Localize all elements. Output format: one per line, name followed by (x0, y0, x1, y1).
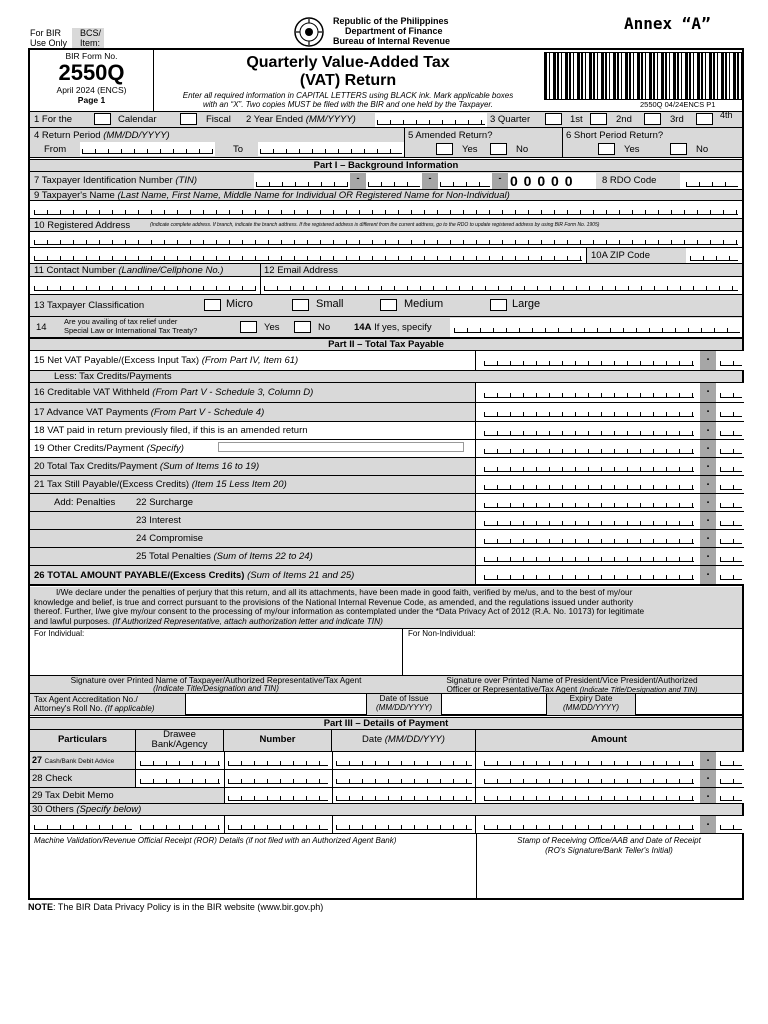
line-24 (30, 530, 742, 548)
year-ended-input[interactable] (375, 113, 487, 127)
line-15 (30, 351, 742, 371)
relief-yes-label: Yes (264, 322, 280, 333)
line-24-label: 24 Compromise (136, 533, 204, 544)
amount-header: Amount (591, 734, 627, 745)
line-22-amount[interactable]: . (475, 494, 744, 511)
line-17 (30, 403, 742, 422)
quarter-2nd-label: 2nd (616, 114, 632, 125)
for-bir-label: For BIR (30, 28, 62, 38)
zip-code-input[interactable] (690, 252, 738, 261)
micro-label: Micro (226, 298, 253, 310)
non-individual-signature-field[interactable] (406, 637, 740, 675)
payment-28-label: 28 Check (30, 770, 136, 787)
declaration-line1: I/We declare under the penalties of perjury that this return, and all its attachments, have been made in good faith, verified by me/us, and to the best of my/our (56, 587, 633, 597)
form-date: April 2024 (ENCS) (56, 85, 127, 95)
tin-branch-code[interactable]: 0 0 0 0 0 (508, 173, 596, 189)
bir-use-box (28, 28, 188, 48)
to-label: To (233, 144, 244, 155)
agent-row (30, 694, 742, 716)
bcs-label: BCS/ (80, 28, 102, 38)
number-header: Number (224, 730, 332, 751)
line-26-amount[interactable]: . (475, 566, 744, 584)
calendar-checkbox[interactable] (94, 113, 111, 125)
registered-address-hint: (Indicate complete address. If branch, indicate the branch address. If the registered address is different from the current address, go to the RDO to update registered address by using BIR Form No. 1905) (150, 222, 600, 228)
row-contact-input (30, 277, 742, 295)
amended-no-label: No (516, 144, 529, 155)
line-20-label: 20 Total Tax Credits/Payment (Sum of Items 16 to 19) (34, 461, 260, 472)
form-barcode (544, 52, 742, 100)
amended-no-checkbox[interactable] (490, 143, 507, 155)
line-17-amount[interactable]: . (475, 403, 744, 421)
amended-yes-checkbox[interactable] (436, 143, 453, 155)
from-label: From (44, 144, 67, 155)
row-name-label (30, 190, 742, 201)
payment-28-bank[interactable] (140, 775, 220, 784)
relief-yes-checkbox[interactable] (240, 321, 257, 333)
declaration-line3: thereof. Further, I/we give my/our consent to the processing of my/our information as contemplated under the *Data Privacy Act of 2012 (R.A. No. 10173) for legitimate (34, 606, 645, 617)
line-less (30, 371, 742, 383)
line-15-label: 15 Net VAT Payable/(Excess Input Tax) (From Part IV, Item 61) (34, 355, 299, 366)
line-23 (30, 512, 742, 530)
quarter-1st-checkbox[interactable] (545, 113, 562, 125)
quarter-label: 3 Quarter (490, 114, 531, 125)
contact-number-input[interactable] (34, 282, 256, 291)
line-20 (30, 458, 742, 476)
date-of-issue-label: Date of Issue (MM/DD/YYYY) (366, 694, 442, 715)
payment-27-number[interactable] (228, 757, 328, 766)
short-yes-label: Yes (624, 144, 640, 155)
date-header: Date (MM/DD/YYY) (332, 730, 476, 751)
barcode-code: 2550Q 04/24ENCS P1 (640, 100, 716, 109)
payment-row-27 (30, 752, 742, 770)
quarter-4th-label: 4th (720, 110, 733, 120)
payment-30-date[interactable] (336, 821, 472, 830)
payment-row-30-label (30, 804, 742, 816)
form-2550q (28, 48, 744, 900)
taxpayer-name-input[interactable] (30, 201, 742, 219)
line-25-amount[interactable]: . (475, 548, 744, 565)
quarter-1st-label: 1st (570, 114, 583, 125)
form-title-line1: Quarterly Value-Added Tax (246, 54, 450, 71)
payment-29-date[interactable] (336, 792, 472, 801)
agent-accreditation-input[interactable] (186, 694, 366, 715)
line-23-label: 23 Interest (136, 515, 181, 526)
line-21 (30, 476, 742, 494)
line-25 (30, 548, 742, 566)
line-15-amount[interactable]: . (475, 351, 744, 370)
tin-part1-input[interactable] (254, 173, 350, 189)
line-21-amount[interactable]: . (475, 476, 744, 493)
line-19-amount[interactable]: . (475, 440, 744, 457)
individual-signature-field[interactable] (34, 637, 398, 675)
line-19-label: 19 Other Credits/Payment (Specify) (34, 443, 184, 454)
particulars-header: Particulars (30, 730, 136, 751)
line-24-amount[interactable]: . (475, 530, 744, 547)
large-checkbox[interactable] (490, 299, 507, 311)
payment-29-number[interactable] (228, 792, 328, 801)
period-from-input[interactable] (80, 142, 215, 156)
period-to-input[interactable] (258, 142, 404, 156)
payment-column-headers (30, 730, 742, 752)
for-non-individual-label: For Non-Individual: (408, 629, 476, 638)
rdo-code-input[interactable] (680, 173, 742, 189)
year-ended-label: 2 Year Ended (MM/YYYY) (246, 114, 356, 125)
tax-relief-line1: Are you availing of tax relief under (64, 317, 178, 326)
footer-note: NOTE: The BIR Data Privacy Policy is in the BIR website (www.bir.gov.ph) (28, 902, 324, 912)
registered-address-input-1[interactable] (30, 232, 742, 248)
small-checkbox[interactable] (292, 299, 309, 311)
line-20-amount[interactable]: . (475, 458, 744, 475)
payment-30-label: 30 Others (Specify below) (32, 804, 142, 815)
non-individual-signature-caption: Signature over Printed Name of President/Vice President/Authorized Officer or Representative/Tax Agent (Indicate Title/Designation and TIN) (446, 675, 698, 694)
line-23-amount[interactable]: . (475, 512, 744, 529)
line-16 (30, 383, 742, 403)
quarter-2nd-checkbox[interactable] (590, 113, 607, 125)
line-25-label: 25 Total Penalties (Sum of Items 22 to 24) (136, 551, 313, 562)
payment-row-28 (30, 770, 742, 788)
row-contact-label (30, 264, 742, 277)
payment-row-29 (30, 788, 742, 804)
tin-part2-input[interactable] (366, 173, 422, 189)
for-individual-label: For Individual: (34, 629, 85, 638)
rdo-code-label: 8 RDO Code (602, 175, 657, 186)
part2-header: Part II – Total Tax Payable (30, 338, 742, 351)
payment-27-label: 27 Cash/Bank Debit Advice (30, 752, 136, 769)
classification-label: 13 Taxpayer Classification (34, 300, 145, 311)
payment-28-number[interactable] (228, 775, 328, 784)
drawee-bank-header: Drawee Bank/Agency (136, 730, 224, 751)
payment-30-amount[interactable]: . (475, 816, 744, 833)
item-label: Item: (80, 38, 101, 48)
relief-no-label: No (318, 322, 331, 333)
individual-signature-caption: Signature over Printed Name of Taxpayer/Authorized Representative/Tax Agent (Indicate Title/Designation and TIN) (70, 675, 362, 693)
payment-27-bank[interactable] (140, 757, 220, 766)
line-26 (30, 566, 742, 586)
calendar-label: Calendar (118, 114, 157, 125)
quarter-3rd-checkbox[interactable] (644, 113, 661, 125)
quarter-4th-checkbox[interactable] (696, 113, 713, 125)
agent-accreditation-label: Tax Agent Accreditation No./ Attorney's Roll No. (If applicable) (30, 694, 186, 715)
line-18-label: 18 VAT paid in return previously filed, if this is an amended return (34, 425, 308, 436)
signature-caption-row (30, 676, 742, 694)
line-18 (30, 422, 742, 440)
email-address-input[interactable] (264, 282, 738, 291)
short-yes-checkbox[interactable] (598, 143, 615, 155)
payment-30-number[interactable] (228, 821, 328, 830)
row-tax-relief (30, 317, 742, 338)
declaration-line4: and lawful purposes. (If Authorized Representative, attach authorization letter and indicate TIN) (34, 615, 383, 626)
line-19 (30, 440, 742, 458)
micro-checkbox[interactable] (204, 299, 221, 311)
amended-yes-label: Yes (462, 144, 478, 155)
email-address-label: 12 Email Address (264, 265, 338, 276)
republic-text: Republic of the Philippines (333, 16, 449, 26)
title-block (30, 50, 742, 112)
machine-validation-label: Machine Validation/Revenue Official Receipt (ROR) Details (if not filed with an Authorized Agent Bank) (34, 836, 397, 845)
registered-address-input-2[interactable] (30, 248, 742, 264)
payment-row-30 (30, 816, 742, 834)
medium-checkbox[interactable] (380, 299, 397, 311)
bir-seal (291, 17, 327, 47)
for-the-label: 1 For the (34, 114, 73, 125)
tin-part3-input[interactable] (438, 173, 492, 189)
amended-return-label: 5 Amended Return? (408, 130, 493, 141)
payment-27-amount[interactable]: . (475, 752, 744, 769)
annex-label: Annex “A” (624, 14, 711, 33)
payment-30-particulars[interactable] (34, 821, 132, 830)
return-period-label: 4 Return Period (MM/DD/YYYY) (34, 130, 170, 141)
expiry-date-label: Expiry Date (MM/DD/YYYY) (546, 694, 636, 715)
row-items-1-3 (30, 112, 742, 128)
short-no-checkbox[interactable] (670, 143, 687, 155)
short-no-label: No (696, 144, 709, 155)
line-22 (30, 494, 742, 512)
payment-29-amount[interactable]: . (475, 788, 744, 803)
line-22-label: 22 Surcharge (136, 497, 194, 508)
part1-header: Part I – Background Information (30, 159, 742, 172)
registered-address-label: 10 Registered Address (34, 220, 131, 231)
expiry-date-input[interactable] (636, 694, 742, 715)
row-address-label (30, 219, 742, 232)
less-credits-label: Less: Tax Credits/Payments (54, 371, 172, 382)
instructions-line2: with an “X”. Two copies MUST be filed with the BIR and one held by the Taxpayer. (202, 100, 494, 109)
fiscal-checkbox[interactable] (180, 113, 197, 125)
row-classification (30, 295, 742, 317)
line-21-label: 21 Tax Still Payable/(Excess Credits) (Item 15 Less Item 20) (34, 479, 287, 490)
small-label: Small (316, 298, 344, 310)
relief-no-checkbox[interactable] (294, 321, 311, 333)
page-number: Page 1 (77, 95, 106, 105)
payment-30-bank[interactable] (140, 821, 220, 830)
line-19-specify-input[interactable] (218, 442, 464, 452)
taxpayer-name-label: 9 Taxpayer's Name (Last Name, First Name, Middle Name for Individual OR Registered Name for Non-Individual) (34, 190, 510, 201)
payment-29-label: 29 Tax Debit Memo (30, 788, 224, 803)
form-title-line2: (VAT) Return (299, 72, 397, 89)
use-only-label: Use Only (30, 38, 68, 48)
payment-28-date[interactable] (336, 775, 472, 784)
row-tin: 7 Taxpayer Identification Number (TIN) - - - 0 0 0 0 0 8 RDO Code (30, 172, 742, 190)
zip-code-label: 10A ZIP Code (586, 248, 686, 263)
line-16-label: 16 Creditable VAT Withheld (From Part V - Schedule 3, Column D) (34, 387, 314, 398)
large-label: Large (512, 298, 541, 310)
bureau-text: Bureau of Internal Revenue (333, 36, 451, 46)
tax-relief-line2: Special Law or International Tax Treaty? (64, 326, 198, 335)
tin-label: 7 Taxpayer Identification Number (TIN) (34, 175, 197, 186)
department-text: Department of Finance (345, 26, 443, 36)
add-penalties-label: Add: Penalties (54, 497, 116, 508)
instructions-line1: Enter all required information in CAPITAL LETTERS using BLACK ink. Mark applicable boxes (182, 91, 514, 100)
form-number-label: BIR Form No. (65, 51, 118, 61)
declaration-text (30, 587, 742, 629)
line-18-amount[interactable]: . (475, 422, 744, 439)
relief-specify-label: 14A If yes, specify (354, 322, 432, 333)
relief-specify-input[interactable] (450, 318, 742, 337)
agency-block (333, 16, 450, 46)
medium-label: Medium (404, 298, 444, 310)
contact-number-label: 11 Contact Number (Landline/Cellphone No.) (34, 265, 224, 276)
row-items-4-6 (30, 128, 742, 158)
line-26-label: 26 TOTAL AMOUNT PAYABLE/(Excess Credits) (Sum of Items 21 and 25) (34, 570, 355, 581)
validation-area (30, 834, 742, 898)
declaration-line2: knowledge and belief, is true and correct pursuant to the provisions of the National Internal Revenue Code, as amended, and the regulations issued under authority (34, 596, 634, 607)
date-of-issue-input[interactable] (442, 694, 546, 715)
form-number: 2550Q (58, 60, 125, 85)
tax-relief-number: 14 (36, 322, 47, 333)
signature-area (30, 629, 742, 676)
quarter-3rd-label: 3rd (670, 114, 684, 125)
payment-27-date[interactable] (336, 757, 472, 766)
fiscal-label: Fiscal (206, 114, 231, 125)
part3-header: Part III – Details of Payment (30, 717, 742, 730)
payment-28-amount[interactable]: . (475, 770, 744, 787)
receiving-stamp-label: Stamp of Receiving Office/AAB and Date of Receipt (RO's Signature/Bank Teller's Initial) (517, 836, 701, 855)
short-period-label: 6 Short Period Return? (566, 130, 664, 141)
line-16-amount[interactable]: . (475, 383, 744, 402)
line-17-label: 17 Advance VAT Payments (From Part V - Schedule 4) (34, 407, 265, 418)
